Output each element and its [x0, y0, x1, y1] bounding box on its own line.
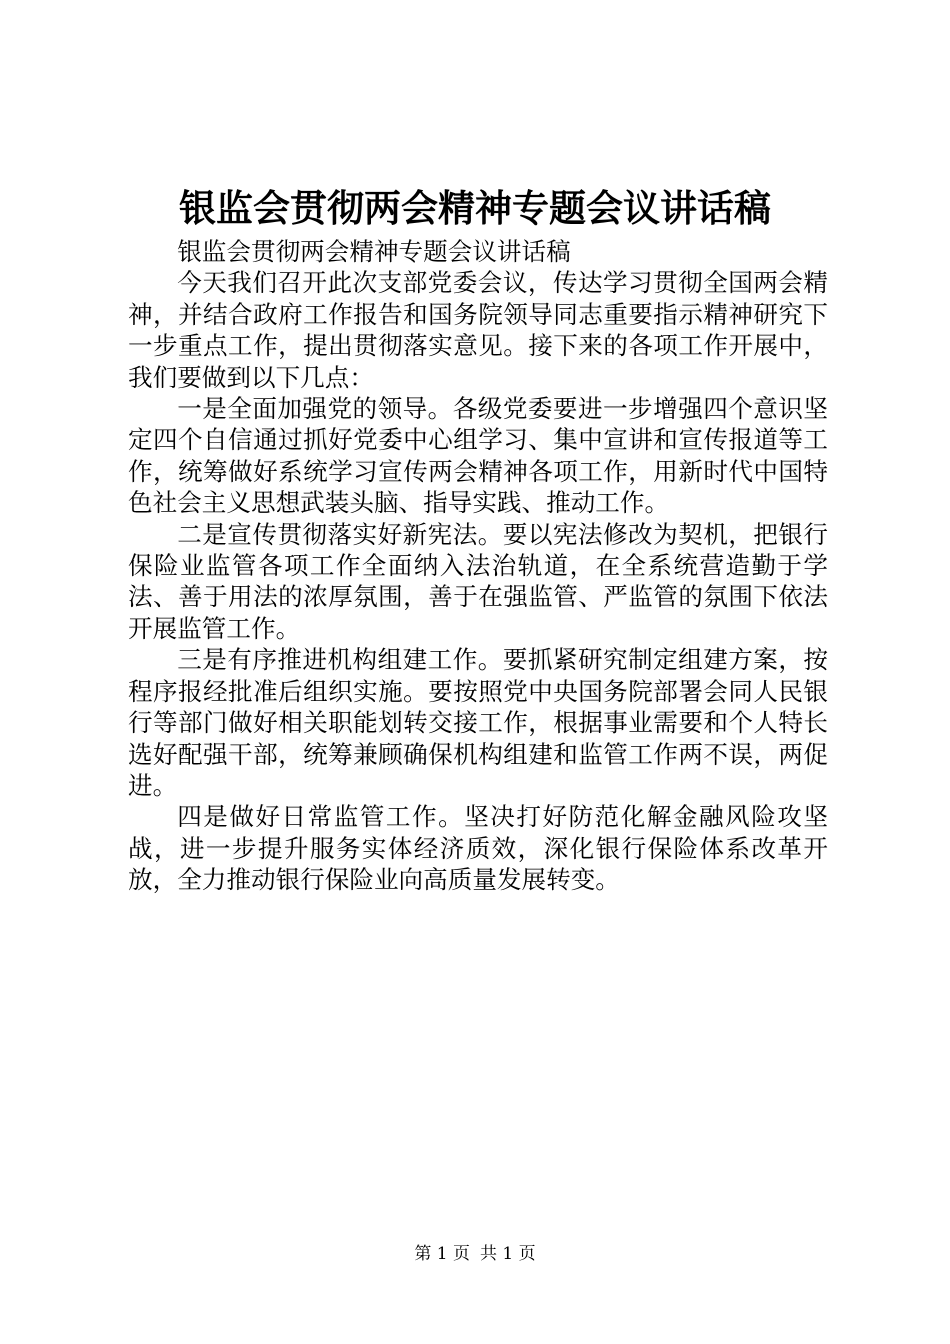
document-body [128, 236, 828, 896]
paragraph-point-3: 三是有序推进机构组建工作。要抓紧研究制定组建方案，按程序报经批准后组织实施。要按照党中央国务院部署会同人民银行等部门做好相关职能划转交接工作，根据事业需要和个人特长选好配强干部，统筹兼顾确保机构组建和监管工作两不误，两促进。 [128, 645, 828, 800]
paragraph-point-1: 一是全面加强党的领导。各级党委要进一步增强四个意识坚定四个自信通过抓好党委中心组学习、集中宣讲和宣传报道等工作，统筹做好系统学习宣传两会精神各项工作，用新时代中国特色社会主义思想武装头脑、指导实践、推动工作。 [128, 394, 828, 518]
page-footer [0, 1243, 950, 1265]
paragraph-subtitle: 银监会贯彻两会精神专题会议讲话稿 [177, 237, 571, 266]
page-number-current: 第 1 页 [414, 1244, 470, 1264]
page-number-total: 共 1 页 [480, 1244, 536, 1264]
document-title: 银监会贯彻两会精神专题会议讲话稿 [179, 186, 771, 230]
paragraph-point-2: 二是宣传贯彻落实好新宪法。要以宪法修改为契机，把银行保险业监管各项工作全面纳入法治轨道，在全系统营造勤于学法、善于用法的浓厚氛围，善于在强监管、严监管的氛围下依法开展监管工作。 [128, 519, 828, 643]
paragraph-intro: 今天我们召开此次支部党委会议，传达学习贯彻全国两会精神，并结合政府工作报告和国务院领导同志重要指示精神研究下一步重点工作，提出贯彻落实意见。接下来的各项工作开展中，我们要做到以下几点： [128, 268, 828, 392]
paragraph-point-4: 四是做好日常监管工作。坚决打好防范化解金融风险攻坚战，进一步提升服务实体经济质效，深化银行保险体系改革开放，全力推动银行保险业向高质量发展转变。 [128, 802, 828, 895]
